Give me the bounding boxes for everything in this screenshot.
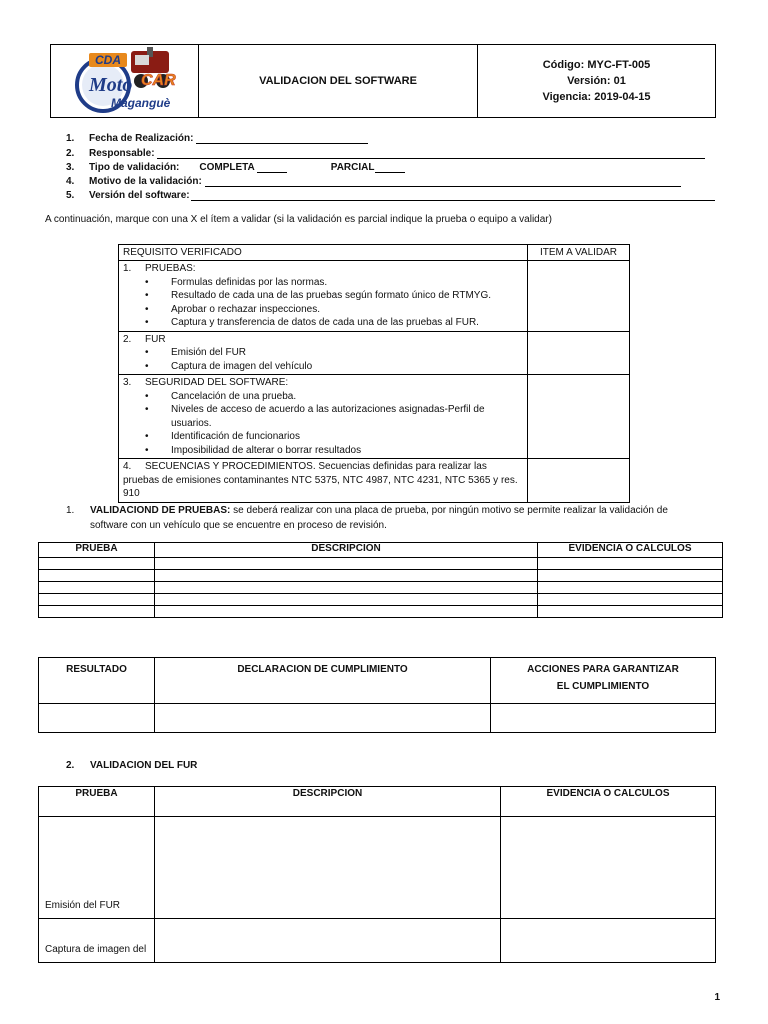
version: Versión: 01 (567, 75, 626, 87)
table-header-row (119, 245, 630, 261)
section-title: SEGURIDAD DEL SOFTWARE: (145, 377, 289, 388)
requirement-seguridad (119, 375, 528, 459)
document-meta (478, 45, 716, 118)
table-row[interactable] (39, 704, 716, 733)
fecha-input-line[interactable] (196, 134, 368, 144)
table-row (119, 261, 630, 332)
table-row (119, 331, 630, 375)
requirement-pruebas (119, 261, 528, 332)
option-parcial[interactable] (331, 162, 406, 173)
section-2-title (66, 760, 197, 771)
fur-table (38, 786, 716, 963)
list-item: • Imposibilidad de alterar o borrar resultados (123, 444, 523, 458)
field-number: 1. (66, 133, 75, 144)
logo-cell (51, 45, 199, 118)
section-1-text: se deberá realizar con una placa de prueba, por ningún motivo se permite realizar la validación de software con un vehículo que se encuentre en proceso de revisión. (90, 505, 668, 531)
instruction-text: A continuación, marque con una X el ítem a validar (si la validación es parcial indique la prueba o equipo a validar) (45, 214, 552, 225)
completa-input-line[interactable] (257, 163, 287, 173)
section-number: 2. (66, 760, 75, 771)
option-parcial-label: PARCIAL (330, 162, 375, 173)
document-title: VALIDACION DEL SOFTWARE (199, 45, 478, 118)
section-number: 1. (66, 505, 75, 516)
header-item: ITEM A VALIDAR (528, 245, 630, 261)
field-number: 5. (66, 190, 75, 201)
list-item: • Formulas definidas por las normas. (123, 276, 523, 290)
list-item: • Captura y transferencia de datos de cada una de las pruebas al FUR. (123, 316, 523, 330)
section-title: SECUENCIAS Y PROCEDIMIENTOS. (145, 461, 316, 472)
item-check-cell[interactable] (528, 459, 630, 503)
header-descripcion: DESCRIPCION (155, 787, 501, 817)
requirements-table (118, 244, 630, 503)
table-row[interactable] (39, 817, 716, 919)
field-version[interactable] (66, 188, 715, 201)
responsable-input-line[interactable] (157, 149, 705, 159)
table-row[interactable] (39, 594, 723, 606)
header-prueba: PRUEBA (39, 787, 155, 817)
table-row[interactable] (39, 570, 723, 582)
table-header-row (39, 658, 716, 704)
header-resultado: RESULTADO (39, 658, 155, 704)
header-requisito: REQUISITO VERIFICADO (119, 245, 528, 261)
table-row[interactable] (39, 606, 723, 618)
list-item: • Aprobar o rechazar inspecciones. (123, 303, 523, 317)
table-row (119, 375, 630, 459)
item-check-cell[interactable] (528, 261, 630, 332)
table-row[interactable] (39, 558, 723, 570)
table-row[interactable] (39, 582, 723, 594)
section-number: 2. (123, 333, 132, 345)
list-item: • Niveles de acceso de acuerdo a las autorizaciones asignadas-Perfil de usuarios. (123, 403, 523, 430)
field-label: Tipo de validación: (89, 162, 180, 173)
table-row (119, 459, 630, 503)
row-label: Emisión del FUR (39, 817, 155, 919)
option-completa-label: COMPLETA (199, 162, 255, 173)
version-input-line[interactable] (191, 191, 715, 201)
section-number: 1. (123, 263, 132, 274)
requirement-fur (119, 331, 528, 375)
option-completa[interactable] (199, 162, 286, 173)
field-number: 3. (66, 162, 75, 173)
section-number: 4. (123, 461, 132, 472)
field-tipo[interactable] (66, 160, 405, 173)
section-title: FUR (145, 333, 166, 345)
section-text: Secuencias definidas para realizar las pruebas de emisiones contaminantes NTC 5375, NTC 4987, NTC 4231, NTC 5365 y res. 910 (123, 461, 518, 499)
section-number: 3. (123, 377, 132, 388)
field-fecha[interactable] (66, 131, 368, 144)
item-check-cell[interactable] (528, 375, 630, 459)
row-label: Captura de imagen del (39, 919, 155, 963)
field-label: Versión del software: (89, 190, 190, 201)
section-1-intro (66, 503, 706, 533)
logo-text-city: Maganguè (111, 96, 171, 110)
document-header (50, 44, 716, 118)
table-row[interactable] (39, 919, 716, 963)
requirement-secuencias (119, 459, 528, 503)
list-item: • Resultado de cada una de las pruebas según formato único de RTMYG. (123, 289, 523, 303)
section-title: PRUEBAS: (145, 263, 196, 274)
field-label: Motivo de la validación: (89, 176, 202, 187)
motivo-input-line[interactable] (205, 177, 681, 187)
logo-text-cda: CDA (95, 53, 121, 67)
field-number: 2. (66, 148, 75, 159)
page-number: 1 (714, 992, 720, 1003)
section-2-title-text: VALIDACION DEL FUR (90, 760, 198, 771)
header-acciones: ACCIONES PARA GARANTIZAR EL CUMPLIMIENTO (491, 658, 716, 704)
logo-text-accent: CAR (141, 72, 176, 89)
logo-text-main: Moto (89, 74, 133, 96)
list-item: • Identificación de funcionarios (123, 430, 523, 444)
header-descripcion: DESCRIPCION (155, 543, 538, 558)
field-label: Fecha de Realización: (89, 133, 194, 144)
item-check-cell[interactable] (528, 331, 630, 375)
logo-graphic (51, 45, 191, 115)
header-prueba: PRUEBA (39, 543, 155, 558)
list-item: • Cancelación de una prueba. (123, 390, 523, 404)
company-logo (51, 45, 191, 115)
codigo: Código: MYC-FT-005 (542, 59, 651, 71)
vigencia: Vigencia: 2019-04-15 (542, 91, 651, 103)
section-1-title: VALIDACIOND DE PRUEBAS: (90, 505, 231, 516)
header-declaracion: DECLARACION DE CUMPLIMIENTO (155, 658, 491, 704)
header-evidencia: EVIDENCIA O CALCULOS (538, 543, 723, 558)
pruebas-table (38, 542, 723, 618)
field-responsable[interactable] (66, 146, 705, 159)
resultado-table (38, 657, 716, 733)
header-evidencia: EVIDENCIA O CALCULOS (501, 787, 716, 817)
list-item: • Emisión del FUR (123, 346, 523, 360)
field-label: Responsable: (89, 148, 155, 159)
parcial-input-line[interactable] (375, 163, 405, 173)
list-item: • Captura de imagen del vehículo (123, 360, 523, 374)
table-header-row (39, 787, 716, 817)
field-number: 4. (66, 176, 75, 187)
field-motivo[interactable] (66, 174, 681, 187)
table-header-row (39, 543, 723, 558)
